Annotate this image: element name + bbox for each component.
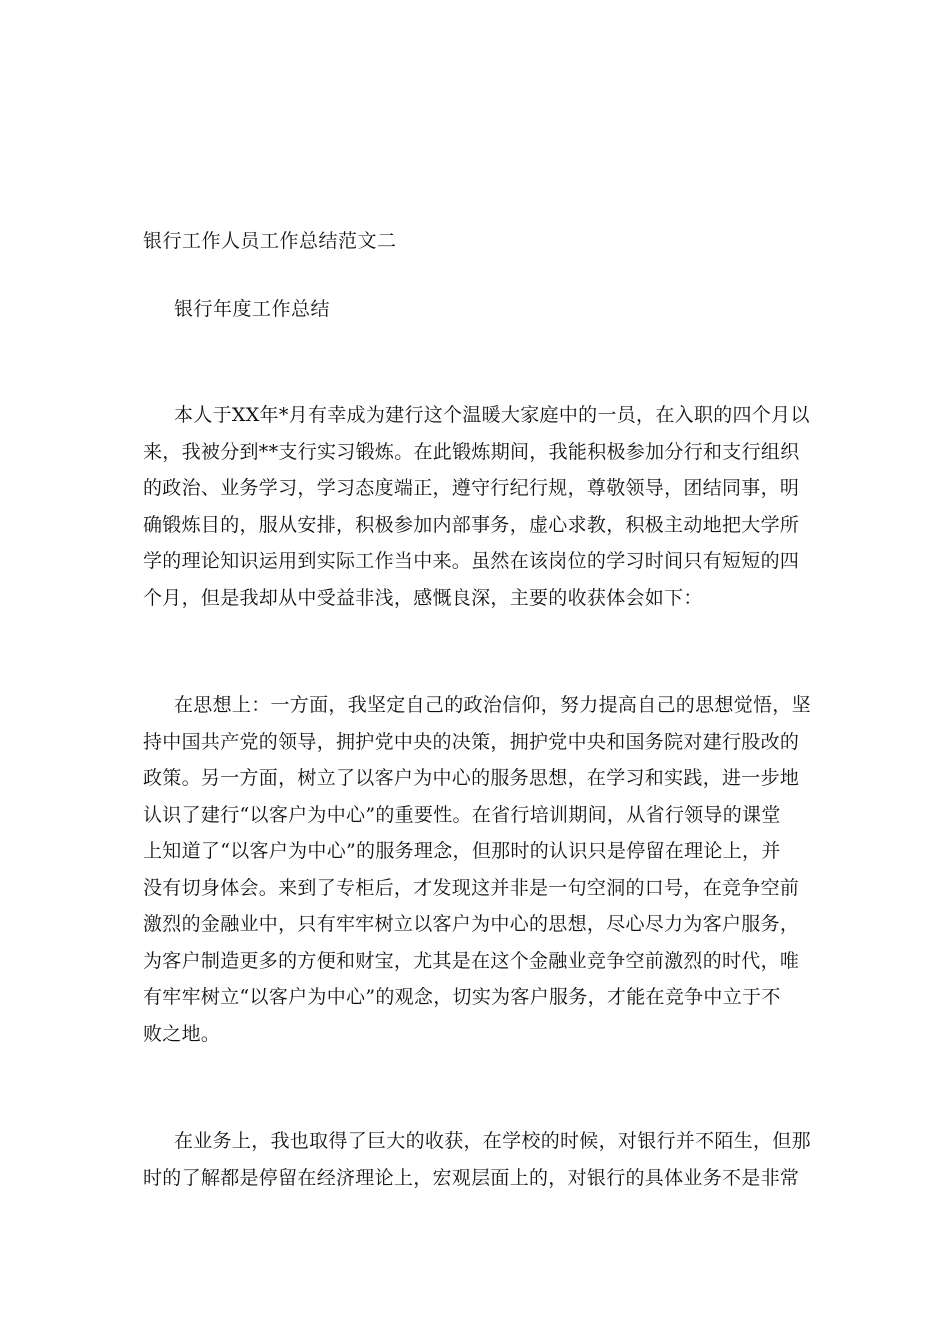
body-paragraph-1 bbox=[143, 397, 808, 616]
paragraph-line: 来，我被分到**支行实习锻炼。在此锻炼期间，我能积极参加分行和支行组织 bbox=[143, 440, 800, 463]
paragraph-line: 确锻炼目的，服从安排，积极参加内部事务，虚心求教，积极主动地把大学所 bbox=[143, 513, 800, 536]
paragraph-line: 本人于XX年*月有幸成为建行这个温暖大家庭中的一员，在入职的四个月以 bbox=[174, 404, 810, 426]
paragraph-line: 时的了解都是停留在经济理论上，宏观层面上的，对银行的具体业务不是非常 bbox=[143, 1166, 800, 1189]
document-title: 银行工作人员工作总结范文二 bbox=[143, 230, 397, 252]
paragraph-line: 政策。另一方面，树立了以客户为中心的服务思想，在学习和实践，进一步地 bbox=[143, 767, 800, 789]
paragraph-line: 认识了建行“以客户为中心”的重要性。在省行培训期间，从省行领导的课堂 bbox=[143, 803, 781, 826]
paragraph-line: 没有切身体会。来到了专柜后，才发现这并非是一句空洞的口号，在竞争空前 bbox=[143, 876, 800, 899]
paragraph-line: 在业务上，我也取得了巨大的收获，在学校的时候，对银行并不陌生，但那 bbox=[174, 1130, 811, 1152]
paragraph-line: 上知道了“以客户为中心”的服务理念，但那时的认识只是停留在理论上，并 bbox=[143, 840, 781, 862]
paragraph-line: 激烈的金融业中，只有牢牢树立以客户为中心的思想，尽心尽力为客户服务， bbox=[143, 913, 800, 935]
paragraph-line: 持中国共产党的领导，拥护党中央的决策，拥护党中央和国务院对建行股改的 bbox=[143, 730, 800, 753]
body-paragraph-3 bbox=[143, 1123, 811, 1196]
paragraph-line: 个月，但是我却从中受益非浅，感慨良深，主要的收获体会如下： bbox=[143, 586, 703, 609]
paragraph-line: 败之地。 bbox=[143, 1022, 221, 1045]
paragraph-line: 的政治、业务学习，学习态度端正，遵守行纪行规，尊敬领导，团结同事，明 bbox=[143, 477, 800, 499]
paragraph-line: 有牢牢树立“以客户为中心”的观念，切实为客户服务，才能在竞争中立于不 bbox=[143, 986, 781, 1008]
paragraph-line: 为客户制造更多的方便和财宝，尤其是在这个金融业竞争空前激烈的时代，唯 bbox=[143, 949, 800, 972]
paragraph-line: 学的理论知识运用到实际工作当中来。虽然在该岗位的学习时间只有短短的四 bbox=[143, 550, 800, 572]
document-subtitle: 银行年度工作总结 bbox=[174, 298, 331, 320]
body-paragraph-2 bbox=[143, 687, 811, 1052]
paragraph-line: 在思想上：一方面，我坚定自己的政治信仰，努力提高自己的思想觉悟，坚 bbox=[174, 694, 811, 716]
